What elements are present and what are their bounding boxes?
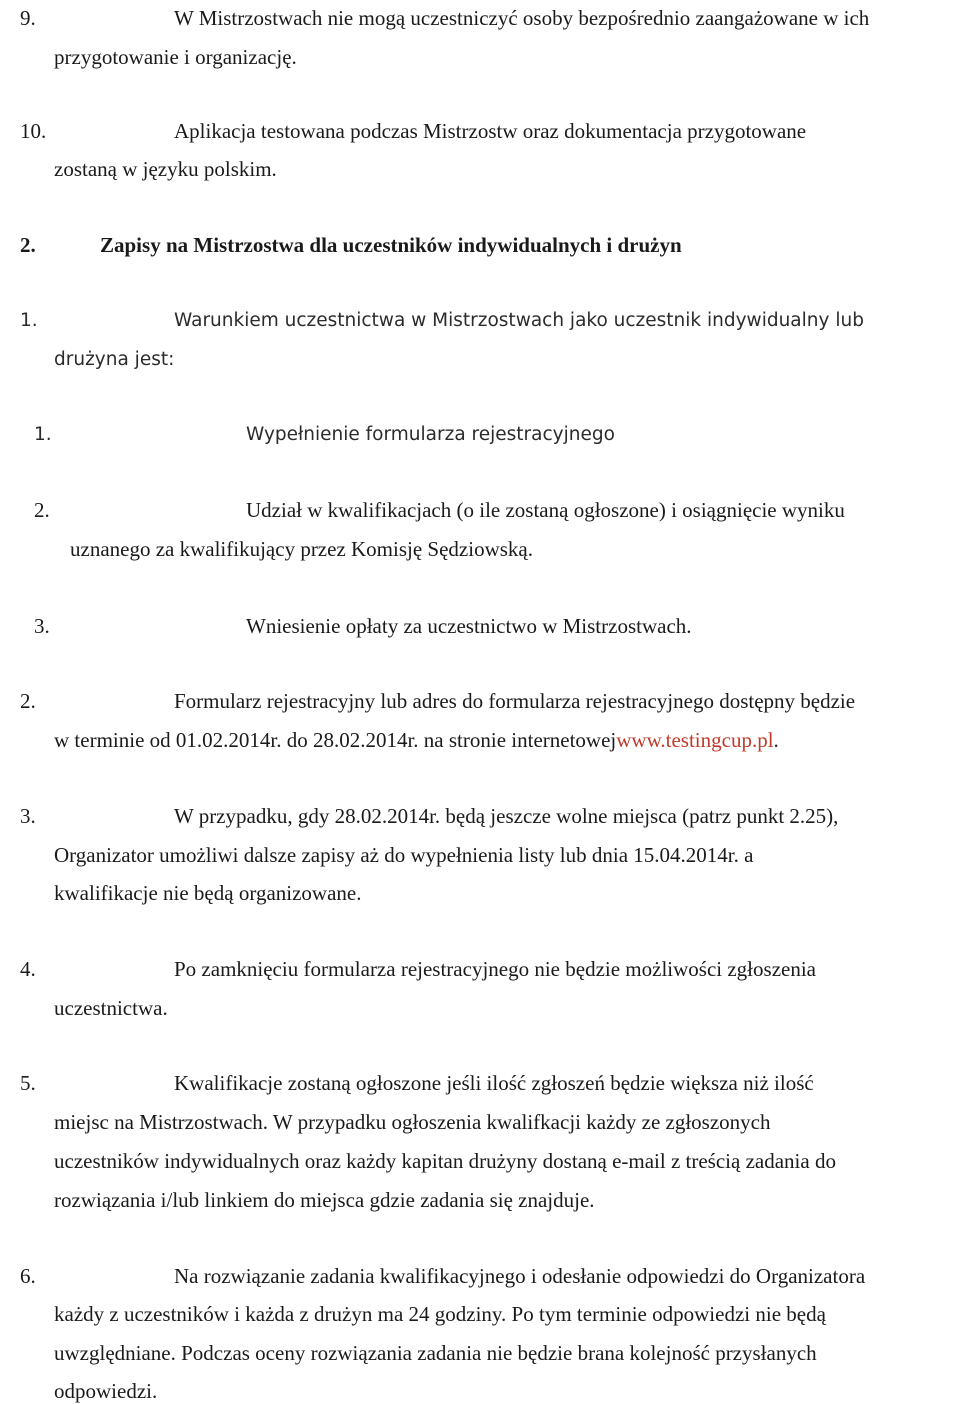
item-number: 3.: [20, 804, 36, 828]
item-text: Warunkiem uczestnictwa w Mistrzostwach jako uczestnik indywidualny lub: [174, 310, 864, 331]
item-number: 3.: [34, 614, 50, 638]
item-text: odpowiedzi.: [54, 1379, 158, 1403]
item-number: 1.: [20, 310, 38, 331]
item-text: uczestników indywidualnych oraz każdy kapitan drużyny dostaną e-mail z treścią zadania do: [54, 1149, 836, 1173]
item-text: uczestnictwa.: [54, 996, 168, 1020]
item-text: uwzględniane. Podczas oceny rozwiązania zadania nie będzie brana kolejność przysłanych: [54, 1341, 817, 1365]
item-number: 6.: [20, 1264, 36, 1288]
item-text: rozwiązania i/lub linkiem do miejsca gdzie zadania się znajduje.: [54, 1188, 595, 1212]
item-text: przygotowanie i organizację.: [54, 45, 297, 69]
item-text: Organizator umożliwi dalsze zapisy aż do wypełnienia listy lub dnia 15.04.2014r. a: [54, 843, 754, 867]
item-text: Wniesienie opłaty za uczestnictwo w Mistrzostwach.: [246, 614, 692, 638]
item-text: Aplikacja testowana podczas Mistrzostw oraz dokumentacja przygotowane: [174, 119, 807, 143]
item-text: każdy z uczestników i każda z drużyn ma 24 godziny. Po tym terminie odpowiedzi nie będą: [54, 1302, 826, 1326]
item-number: 2.: [20, 689, 36, 713]
item-text: drużyna jest:: [54, 349, 175, 370]
section-title: Zapisy na Mistrzostwa dla uczestników indywidualnych i drużyn: [100, 233, 682, 257]
item-text: miejsc na Mistrzostwach. W przypadku ogłoszenia kwalifkacji każdy ze zgłoszonych: [54, 1110, 771, 1134]
item-text: zostaną w języku polskim.: [54, 157, 277, 181]
item-text: Po zamknięciu formularza rejestracyjnego nie będzie możliwości zgłoszenia: [174, 957, 816, 981]
item-number: 10.: [20, 119, 47, 143]
item-text: Udział w kwalifikacjach (o ile zostaną ogłoszone) i osiągnięcie wyniku: [246, 498, 845, 522]
item-number: 2.: [34, 498, 50, 522]
item-text: w terminie od 01.02.2014r. do 28.02.2014r. na stronie internetowej: [54, 728, 617, 752]
item-text: W przypadku, gdy 28.02.2014r. będą jeszcze wolne miejsca (patrz punkt 2.25),: [174, 804, 839, 828]
item-number: 9.: [20, 6, 36, 30]
item-text: W Mistrzostwach nie mogą uczestniczyć osoby bezpośrednio zaangażowane w ich: [174, 6, 870, 30]
item-text: Formularz rejestracyjny lub adres do formularza rejestracyjnego dostępny będzie: [174, 689, 856, 713]
section-number: 2.: [20, 233, 36, 257]
item-number: 1.: [34, 424, 52, 445]
item-text: Kwalifikacje zostaną ogłoszone jeśli ilość zgłoszeń będzie większa niż ilość: [174, 1071, 814, 1095]
item-text: kwalifikacje nie będą organizowane.: [54, 881, 362, 905]
website-link[interactable]: www.testingcup.pl: [616, 728, 774, 752]
item-text: uznanego za kwalifikujący przez Komisję Sędziowską.: [70, 537, 533, 561]
item-text-with-link: [54, 728, 779, 752]
item-text: Wypełnienie formularza rejestracyjnego: [246, 424, 615, 445]
item-number: 4.: [20, 957, 36, 981]
item-text: .: [773, 728, 779, 752]
item-number: 5.: [20, 1071, 36, 1095]
item-text: Na rozwiązanie zadania kwalifikacyjnego i odesłanie odpowiedzi do Organizatora: [174, 1264, 866, 1288]
